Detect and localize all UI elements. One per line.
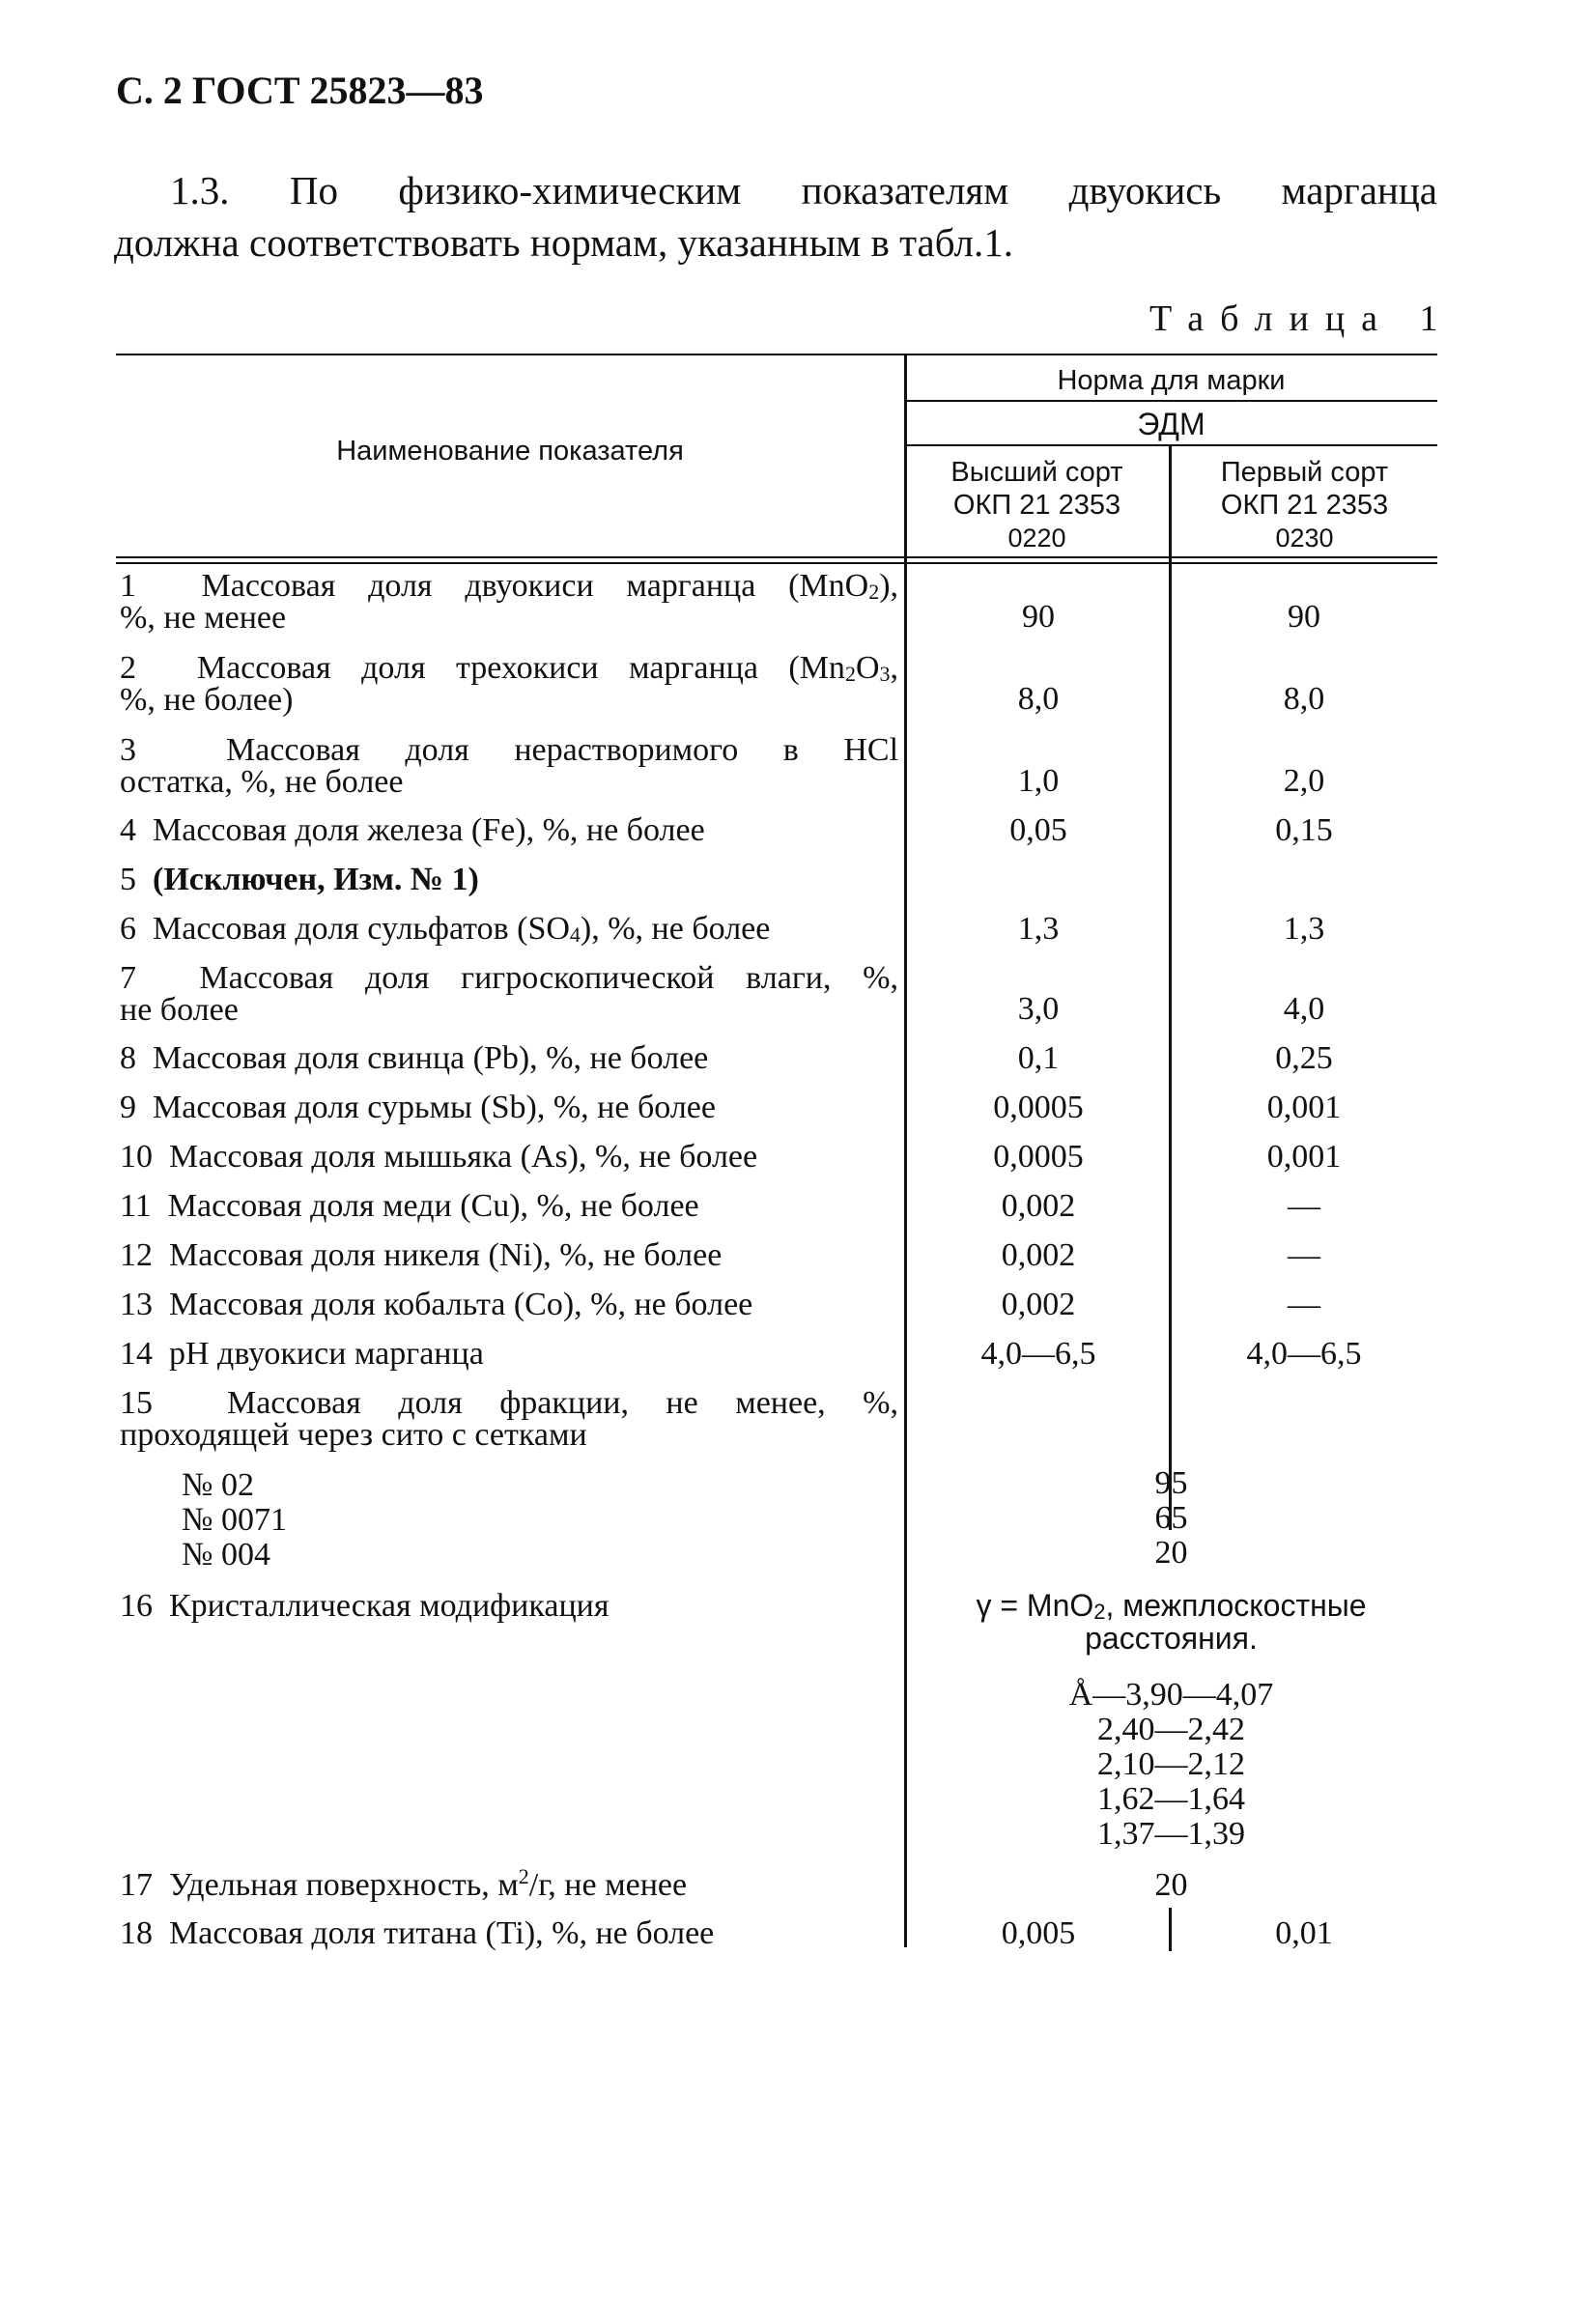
row-10-line-1: 10 Массовая доля мышьяка (As), %, не более	[120, 1139, 758, 1175]
row-17-value: 20	[1154, 1867, 1188, 1903]
table-top-rule	[116, 354, 1437, 355]
grade2-name: Первый сорт	[1220, 457, 1389, 488]
row-12-value-grade2: —	[1288, 1237, 1320, 1273]
row-1-line-2: %, не менее	[120, 600, 287, 636]
table-vline-main	[904, 354, 907, 1947]
table-row	[120, 1387, 898, 1451]
header-bottom-rule-1	[116, 556, 1437, 558]
table-vline-row18	[1169, 1908, 1172, 1951]
row-8-value-grade1: 0,1	[1017, 1040, 1060, 1076]
row-15-line-2: проходящей через сито с сетками	[120, 1417, 587, 1453]
table-row	[120, 1042, 898, 1074]
row-7-value-grade2: 4,0	[1283, 991, 1325, 1027]
distance-2: 2,40—2,42	[1097, 1712, 1245, 1747]
row-7-line-2: не более	[120, 992, 239, 1028]
distance-5: 1,37—1,39	[1097, 1816, 1245, 1852]
row-6-line-1: 6 Массовая доля сульфатов (SO4), %, не более	[120, 911, 771, 947]
paragraph-line-1: 1.3. По физико-химическим показателям двуокись марганца	[170, 168, 1437, 213]
modification-line-1: γ = MnO2, межплоскостные	[976, 1588, 1367, 1624]
row-1-value-grade1: 90	[1022, 599, 1055, 635]
row-11-line-1: 11 Массовая доля меди (Cu), %, не более	[120, 1188, 699, 1224]
row-1-line-1: 1 Массовая доля двуокиси марганца (MnO2),	[120, 568, 899, 604]
row-2-line-1: 2 Массовая доля трехокиси марганца (Mn2O3,	[120, 650, 898, 686]
row-6-value-grade2: 1,3	[1283, 911, 1325, 947]
row-18-value-grade1: 0,005	[1001, 1915, 1076, 1951]
table-row	[120, 814, 898, 846]
row-15-line-1: 15 Массовая доля фракции, не менее, %,	[120, 1385, 898, 1421]
row-3-line-2: остатка, %, не более	[120, 764, 404, 800]
page-header: С. 2 ГОСТ 25823—83	[116, 69, 484, 112]
row-10-value-grade2: 0,001	[1266, 1139, 1342, 1175]
grade1-okp: ОКП 21 2353	[952, 490, 1121, 521]
table-row	[120, 1190, 898, 1222]
sieve-label-1: № 02	[182, 1467, 254, 1503]
grade2-okp: ОКП 21 2353	[1220, 490, 1389, 521]
table-row	[120, 652, 898, 716]
table-row	[120, 734, 898, 798]
row-18-line-1: 18 Массовая доля титана (Ti), %, не более	[120, 1915, 715, 1951]
row-9-line-1: 9 Массовая доля сурьмы (Sb), %, не более	[120, 1090, 716, 1125]
row-16-line-1: 16 Кристаллическая модификация	[120, 1588, 610, 1624]
modification-line-2: расстояния.	[1085, 1621, 1258, 1656]
table-row	[120, 1141, 898, 1173]
sieve-value-1: 95	[1154, 1465, 1188, 1501]
row-4-value-grade2: 0,15	[1275, 812, 1333, 848]
row-14-value-grade2: 4,0—6,5	[1246, 1336, 1362, 1372]
grade1-header	[905, 456, 1169, 554]
row-13-value-grade2: —	[1288, 1287, 1320, 1322]
row-9-value-grade2: 0,001	[1266, 1090, 1342, 1125]
table-row	[120, 1091, 898, 1123]
row-2-value-grade1: 8,0	[1017, 681, 1060, 717]
row-3-value-grade1: 1,0	[1017, 763, 1060, 799]
row-3-value-grade2: 2,0	[1283, 763, 1325, 799]
table-row	[120, 570, 898, 634]
row-1-value-grade2: 90	[1288, 599, 1320, 635]
table-row	[120, 1917, 898, 1949]
grade2-header	[1172, 456, 1437, 554]
row-6-value-grade1: 1,3	[1017, 911, 1060, 947]
row-7-value-grade1: 3,0	[1017, 991, 1060, 1027]
table-row	[120, 962, 898, 1026]
norm-header-rule	[905, 400, 1437, 402]
table-row	[120, 1239, 898, 1271]
intro-paragraph	[114, 164, 1437, 269]
row-8-value-grade2: 0,25	[1275, 1040, 1333, 1076]
row-2-value-grade2: 8,0	[1283, 681, 1325, 717]
distance-4: 1,62—1,64	[1097, 1781, 1245, 1817]
row-12-line-1: 12 Массовая доля никеля (Ni), %, не более	[120, 1237, 723, 1273]
row-3-line-1: 3 Массовая доля нерастворимого в HCl	[120, 732, 899, 768]
distance-1: Å—3,90—4,07	[1068, 1677, 1274, 1713]
row-5-line-1: 5 (Исключен, Изм. № 1)	[120, 862, 479, 897]
row-12-value-grade1: 0,002	[1001, 1237, 1076, 1273]
row-4-line-1: 4 Массовая доля железа (Fe), %, не более	[120, 812, 705, 848]
row-8-line-1: 8 Массовая доля свинца (Pb), %, не более	[120, 1040, 709, 1076]
table-row	[120, 1590, 898, 1622]
row-14-value-grade1: 4,0—6,5	[980, 1336, 1096, 1372]
row-11-value-grade2: —	[1288, 1188, 1320, 1224]
row-11-value-grade1: 0,002	[1001, 1188, 1076, 1224]
row-17-line-1: 17 Удельная поверхность, $м^2/г$, не менее	[120, 1864, 688, 1903]
table-row	[120, 864, 898, 895]
sieve-value-2: 65	[1154, 1500, 1188, 1536]
sieve-label-3: № 004	[182, 1537, 270, 1573]
paragraph-line-2: должна соответствовать нормам, указанным в табл.1.	[114, 220, 1013, 265]
row-13-value-grade1: 0,002	[1001, 1287, 1076, 1322]
row-14-line-1: 14 pH двуокиси марганца	[120, 1336, 484, 1372]
row-13-line-1: 13 Массовая доля кобальта (Co), %, не более	[120, 1287, 753, 1322]
row-9-value-grade1: 0,0005	[993, 1090, 1084, 1125]
table-row	[120, 1864, 898, 1903]
table-row	[120, 1289, 898, 1320]
table-title: Таблица 1	[1149, 298, 1455, 339]
col-name-header: Наименование показателя	[336, 436, 684, 467]
grade1-code: 0220	[1007, 524, 1066, 553]
table-vline-grade-body	[1169, 564, 1172, 1530]
grade2-code: 0230	[1275, 524, 1334, 553]
grade1-name: Высший сорт	[950, 457, 1123, 488]
row-2-line-2: %, не более)	[120, 682, 294, 718]
row-4-value-grade1: 0,05	[1009, 812, 1067, 848]
table-row	[120, 913, 898, 945]
sieve-value-3: 20	[1154, 1535, 1188, 1571]
row-18-value-grade2: 0,01	[1275, 1915, 1333, 1951]
sieve-label-2: № 0071	[182, 1502, 287, 1538]
norm-header: Норма для марки	[1057, 365, 1286, 396]
table-row	[120, 1338, 898, 1370]
brand-header: ЭДМ	[1137, 407, 1205, 441]
row-7-line-1: 7 Массовая доля гигроскопической влаги, %,	[120, 960, 898, 996]
row-10-value-grade1: 0,0005	[993, 1139, 1084, 1175]
header-bottom-rule-2	[116, 562, 1437, 564]
distance-3: 2,10—2,12	[1097, 1746, 1245, 1782]
